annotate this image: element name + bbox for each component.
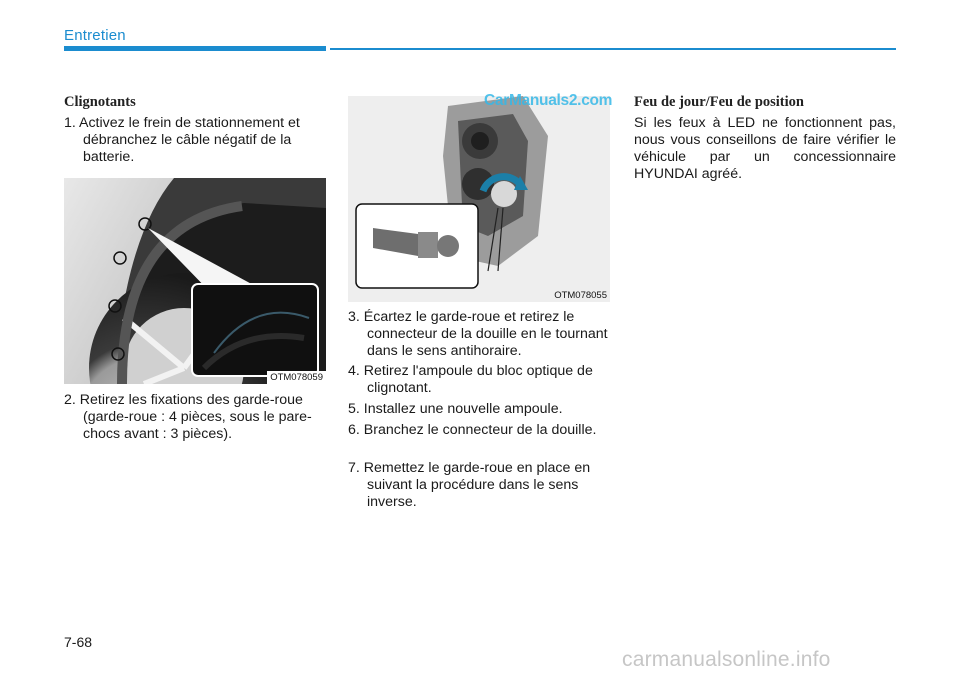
step-3: 3. Écartez le garde-roue et retirez le connecteur de la douille en le tournant dans le sens antihoraire. [348, 309, 608, 359]
footer-site-mark: carmanualsonline.info [622, 648, 831, 671]
step-7: 7. Remettez le garde-roue en place en suivant la procédure dans le sens inverse. [348, 460, 591, 510]
header-rule-thin [330, 48, 896, 50]
lamp-socket-illustration [348, 96, 610, 302]
step-6: 6. Branchez le connecteur de la douille. [348, 422, 597, 438]
step-4: 4. Retirez l'ampoule du bloc optique de clignotant. [348, 363, 593, 396]
page-number: 7-68 [64, 634, 93, 650]
step-2: 2. Retirez les fixations des garde-roue (garde-roue : 4 pièces, sous le pare-chocs avant : 3 pièces). [64, 392, 312, 442]
figure-wheel-arch [64, 178, 326, 384]
heading-clignotants: Clignotants [64, 94, 136, 110]
step-1: 1. Activez le frein de stationnement et débranchez le câble négatif de la batterie. [64, 115, 300, 165]
header-rule-thick [64, 46, 326, 51]
step-5: 5. Installez une nouvelle ampoule. [348, 401, 563, 417]
heading-feu-de-jour: Feu de jour/Feu de position [634, 94, 804, 110]
wheel-arch-illustration [64, 178, 326, 384]
paragraph-led: Si les feux à LED ne fonctionnent pas, nous vous conseillons de faire vérifier le véhicule par un concessionnaire HYUNDAI agréé. [634, 115, 896, 182]
figure-caption: OTM078055 [554, 290, 607, 301]
figure-lamp-socket [348, 96, 610, 302]
section-title: Entretien [64, 27, 126, 44]
figure-caption: OTM078059 [267, 371, 326, 384]
watermark-logo: CarManuals2.com [484, 92, 613, 109]
